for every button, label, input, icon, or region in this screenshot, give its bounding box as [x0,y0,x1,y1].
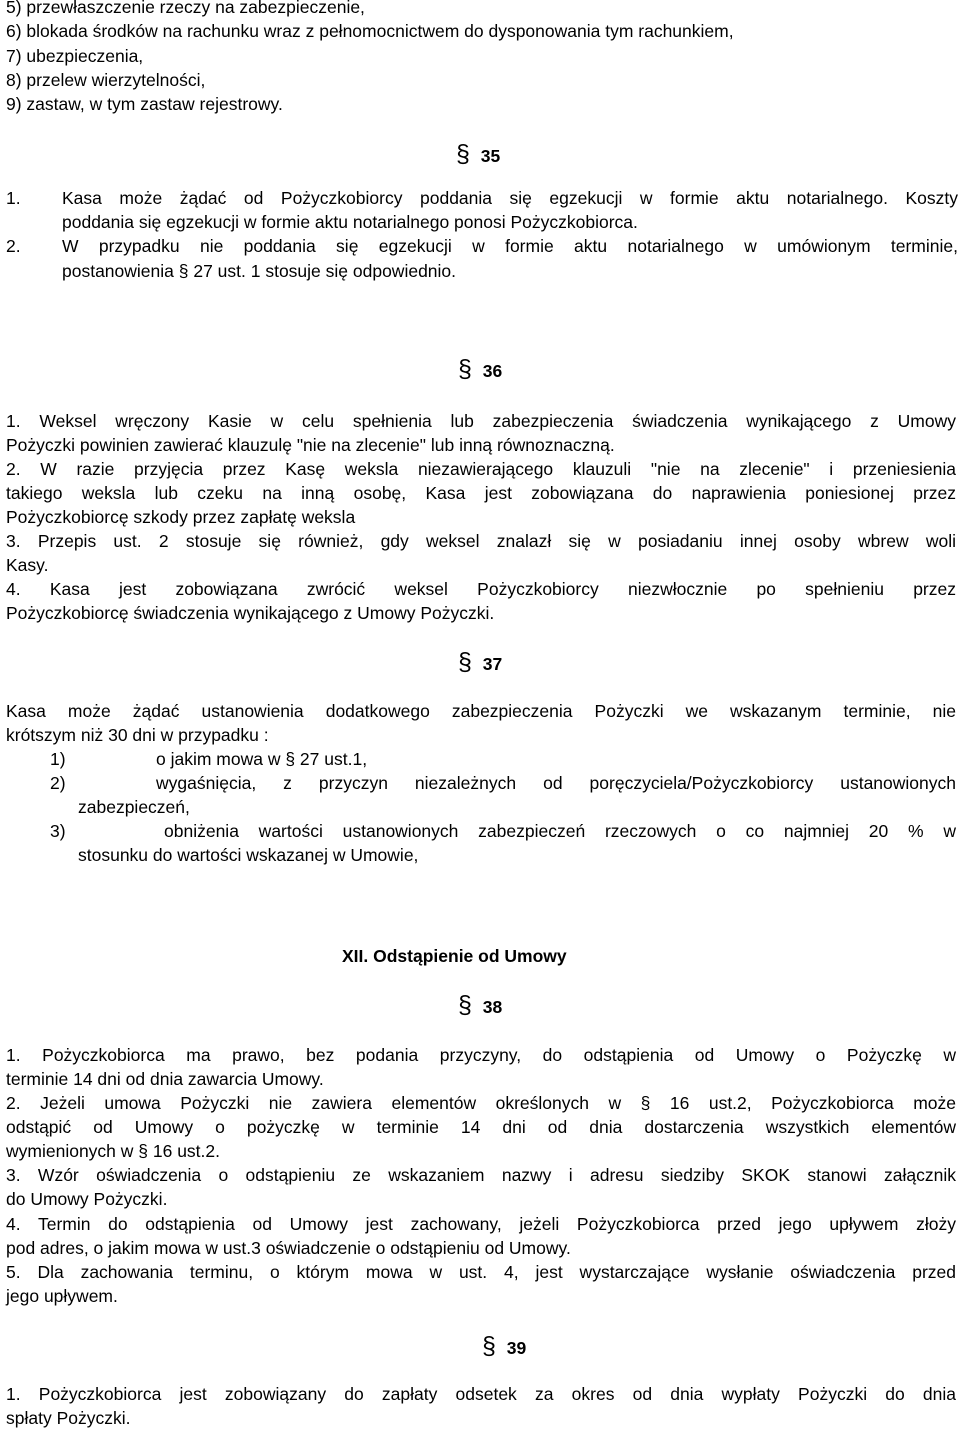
p38-line: wymienionych w § 16 ust.2. [6,1141,220,1161]
section-heading-36 [458,357,502,383]
p37-item-number: 1) [50,749,66,769]
p37-item-3-line-2: stosunku do wartości wskazanej w Umowie, [78,845,419,865]
p38-line: 1. Pożyczkobiorca ma prawo, bez podania przyczyny, do odstąpienia od Umowy o Pożyczkę w [6,1045,956,1065]
p39-line: 1. Pożyczkobiorca jest zobowiązany do zapłaty odsetek za okres od dnia wypłaty Pożyczki do dnia [6,1384,956,1404]
p35-item-1-line-1: Kasa może żądać od Pożyczkobiorcy poddania się egzekucji w formie aktu notarialnego. Koszty [62,188,958,208]
p37-item-number: 3) [50,821,66,841]
p38-line: do Umowy Pożyczki. [6,1189,168,1209]
p37-item-1: o jakim mowa w § 27 ust.1, [156,749,368,769]
p36-line: Kasy. [6,555,49,575]
section-sign-icon: § [458,355,472,383]
list-item: 8) przelew wierzytelności, [6,70,206,90]
p35-item-2-line-2: postanowienia § 27 ust. 1 stosuje się odpowiednio. [62,261,457,281]
section-number: 39 [506,1338,527,1358]
p36-line: Pożyczki powinien zawierać klauzulę "nie na zlecenie" lub inną równoznaczną. [6,435,615,455]
chapter-title: XII. Odstąpienie od Umowy [342,946,567,966]
list-item: 5) przewłaszczenie rzeczy na zabezpieczenie, [6,0,365,17]
p39-line: spłaty Pożyczki. [6,1408,131,1428]
section-sign-icon: § [458,991,472,1019]
section-number: 35 [480,146,501,166]
p36-line: 4. Kasa jest zobowiązana zwrócić weksel Pożyczkobiorcy niezwłocznie po spełnieniu przez [6,579,956,599]
p37-intro-line-2: krótszym niż 30 dni w przypadku : [6,725,269,745]
p38-line: 4. Termin do odstąpienia od Umowy jest zachowany, jeżeli Pożyczkobiorca przed jego upływem złoży [6,1214,956,1234]
section-heading-39 [482,1334,526,1360]
p36-line: 1. Weksel wręczony Kasie w celu spełnienia lub zabezpieczenia świadczenia wynikającego z Umowy [6,411,956,431]
p35-item-2-line-1: W przypadku nie poddania się egzekucji w formie aktu notarialnego w umówionym terminie, [62,236,958,256]
section-heading-37 [458,650,502,676]
section-number: 36 [482,361,503,381]
p38-line: 5. Dla zachowania terminu, o którym mowa w ust. 4, jest wystarczające wysłanie oświadczenia przed [6,1262,956,1282]
p36-line: Pożyczkobiorcę świadczenia wynikającego z Umowy Pożyczki. [6,603,495,623]
p37-intro-line-1: Kasa może żądać ustanowienia dodatkowego zabezpieczenia Pożyczki we wskazanym terminie, nie [6,701,956,721]
p38-line: jego upływem. [6,1286,118,1306]
p36-line: Pożyczkobiorcę szkody przez zapłatę weksla [6,507,356,527]
p35-item-number: 1. [6,188,21,208]
section-sign-icon: § [458,648,472,676]
p35-item-1-line-2: poddania się egzekucji w formie aktu notarialnego ponosi Pożyczkobiorca. [62,212,638,232]
p38-line: 2. Jeżeli umowa Pożyczki nie zawiera elementów określonych w § 16 ust.2, Pożyczkobiorca może [6,1093,956,1113]
list-item: 6) blokada środków na rachunku wraz z pełnomocnictwem do dysponowania tym rachunkiem, [6,21,734,41]
p35-item-number: 2. [6,236,21,256]
list-item: 7) ubezpieczenia, [6,46,144,66]
p38-line: terminie 14 dni od dnia zawarcia Umowy. [6,1069,324,1089]
p37-item-3-line-1: obniżenia wartości ustanowionych zabezpieczeń rzeczowych o co najmniej 20 % w [164,821,956,841]
p38-line: pod adres, o jakim mowa w ust.3 oświadczenie o odstąpieniu od Umowy. [6,1238,571,1258]
p38-line: 3. Wzór oświadczenia o odstąpieniu ze wskazaniem nazwy i adresu siedziby SKOK stanowi załącznik [6,1165,956,1185]
p36-line: takiego weksla lub czeku na inną osobę, Kasa jest zobowiązana do naprawienia poniesionej przez [6,483,956,503]
section-sign-icon: § [482,1332,496,1360]
list-item: 9) zastaw, w tym zastaw rejestrowy. [6,94,283,114]
p37-item-2-line-1: wygaśnięcia, z przyczyn niezależnych od poręczyciela/Pożyczkobiorcy ustanowionych [156,773,956,793]
section-heading-35 [456,142,500,168]
p36-line: 2. W razie przyjęcia przez Kasę weksla niezawierającego klauzuli "nie na zlecenie" i przeniesienia [6,459,956,479]
p36-line: 3. Przepis ust. 2 stosuje się również, gdy weksel znalazł się w posiadaniu innej osoby wbrew woli [6,531,956,551]
p37-item-2-line-2: zabezpieczeń, [78,797,190,817]
section-sign-icon: § [456,140,470,168]
p38-line: odstąpić od Umowy o pożyczkę w terminie 14 dni od dnia dostarczenia wszystkich elementów [6,1117,956,1137]
p37-item-number: 2) [50,773,66,793]
section-number: 38 [482,997,503,1017]
section-number: 37 [482,654,503,674]
section-heading-38 [458,993,502,1019]
